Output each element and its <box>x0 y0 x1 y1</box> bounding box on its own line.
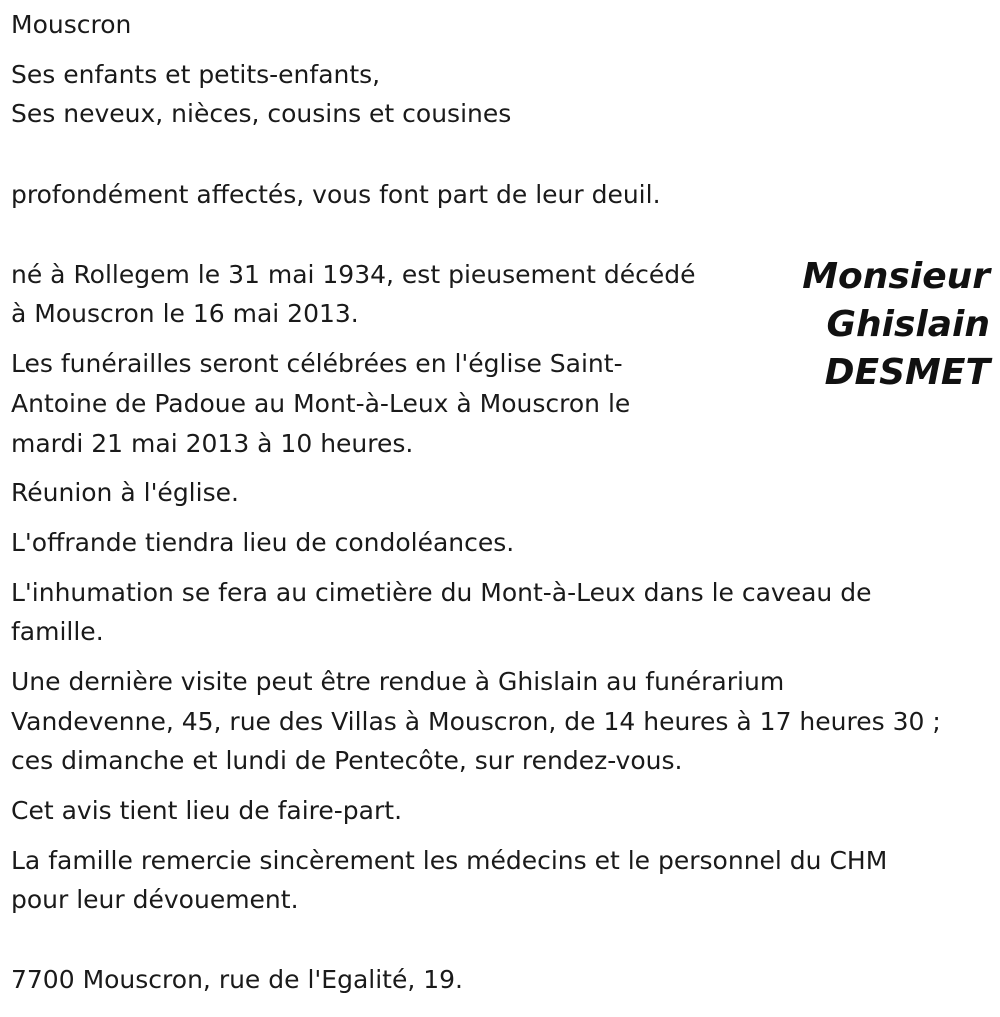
family-line-1: Ses enfants et petits-enfants, <box>11 60 381 89</box>
birth-death-line-1: né à Rollegem le 31 mai 1934, est pieusement décédé <box>11 260 696 289</box>
visit-line-2: Vandevenne, 45, rue des Villas à Mouscron, de 14 heures à 17 heures 30 ; <box>11 707 941 736</box>
family-line-2: Ses neveux, nièces, cousins et cousines <box>11 99 512 128</box>
visit-line-3: ces dimanche et lundi de Pentecôte, sur rendez-vous. <box>11 746 683 775</box>
funeral-line-1: Les funérailles seront célébrées en l'église Saint- <box>11 349 623 378</box>
deceased-last-name: DESMET <box>824 352 990 393</box>
funeral-line-3: mardi 21 mai 2013 à 10 heures. <box>11 429 414 458</box>
deceased-title: Monsieur <box>802 256 990 297</box>
funeral-line-2: Antoine de Padoue au Mont-à-Leux à Mouscron le <box>11 389 631 418</box>
thanks-line-1: La famille remercie sincèrement les médecins et le personnel du CHM <box>11 846 888 875</box>
birth-death-line-2: à Mouscron le 16 mai 2013. <box>11 299 359 328</box>
announcement: profondément affectés, vous font part de leur deuil. <box>11 180 661 209</box>
burial-line-1: L'inhumation se fera au cimetière du Mont-à-Leux dans le caveau de <box>11 578 872 607</box>
deceased-first-name: Ghislain <box>826 304 990 345</box>
thanks-line-2: pour leur dévouement. <box>11 885 299 914</box>
visit-line-1: Une dernière visite peut être rendue à Ghislain au funérarium <box>11 667 785 696</box>
burial-line-2: famille. <box>11 617 104 646</box>
offering-text: L'offrande tiendra lieu de condoléances. <box>11 528 515 557</box>
address-text: 7700 Mouscron, rue de l'Egalité, 19. <box>11 965 463 994</box>
header-city: Mouscron <box>11 10 132 39</box>
meeting-text: Réunion à l'église. <box>11 478 239 507</box>
notice-text: Cet avis tient lieu de faire-part. <box>11 796 403 825</box>
